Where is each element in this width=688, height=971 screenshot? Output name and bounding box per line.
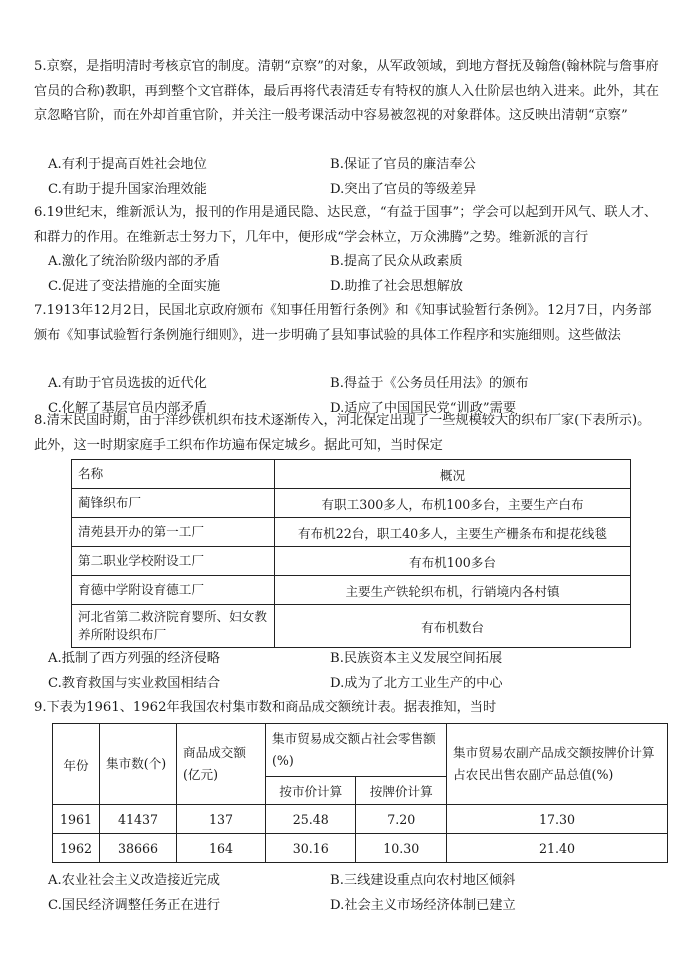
q7-stem: 7.1913年12月2日，民国北京政府颁布《知事任用暂行条例》和《知事试验暂行条例》。12月7日，内务部颁布《知事试验暂行条例施行细则》，进一步明确了县知事试验的具体工作程序和实施细则。这些做法: [34, 303, 652, 343]
q9-cell-list-price: 7.20: [356, 805, 447, 834]
q5-option-d[interactable]: D.突出了官员的等级差异: [330, 181, 477, 197]
q8-option-b[interactable]: B.民族资本主义发展空间拓展: [330, 651, 503, 666]
q9-cell-markets: 41437: [100, 805, 177, 834]
q7-option-d[interactable]: D.适应了中国国民党“训政”需要: [330, 400, 517, 416]
q9-table: [52, 723, 668, 863]
q8-cell-name: 蔺锋织布厂: [72, 489, 275, 518]
q8-cell-name: 育德中学附设育德工厂: [72, 576, 275, 605]
q9-header-volume: 商品成交额(亿元): [177, 724, 266, 805]
q8-table-header-overview: 概况: [275, 460, 631, 489]
q8-stem: 8.清末民国时期，由于洋纱铁机织布技术逐渐传入，河北保定出现了一些规模较大的织布厂家(下表所示)。此外，这一时期家庭手工织布作坊遍布保定城乡。据此可知，当时保定: [34, 413, 651, 453]
q6-stem: 6.19世纪末，维新派认为，报刊的作用是通民隐、达民意，“有益于国事”；学会可以起到开风气、联人才、和群力的作用。在维新志士努力下，几年中，便形成“学会林立，万众沸腾”之势。维新派的言行: [34, 205, 658, 245]
q8-cell-overview: 有布机数台: [275, 605, 631, 648]
q9-options: [48, 869, 658, 918]
q9-cell-year: 1962: [53, 834, 100, 863]
table-row: [72, 605, 631, 648]
q5-option-b[interactable]: B.保证了官员的廉洁奉公: [330, 157, 476, 172]
q9-option-c[interactable]: C.国民经济调整任务正在进行: [48, 897, 221, 913]
q8-table-header-name: 名称: [72, 460, 275, 489]
table-row: [72, 576, 631, 605]
q8-cell-name: 第二职业学校附设工厂: [72, 547, 275, 576]
q9-option-a[interactable]: A.农业社会主义改造接近完成: [48, 873, 220, 888]
q8-option-a[interactable]: A.抵制了西方列强的经济侵略: [48, 651, 220, 666]
q8-options: [48, 647, 658, 696]
q9-header-market-price: 按市价计算: [266, 777, 356, 805]
q8-cell-name: 河北省第二救济院育婴所、妇女教养所附设织布厂: [72, 605, 275, 648]
table-row: [53, 834, 668, 863]
q7-option-c[interactable]: C.化解了基层官员内部矛盾: [48, 400, 207, 416]
table-row: [72, 547, 631, 576]
q6-option-b[interactable]: B.提高了民众从政素质: [330, 254, 463, 269]
q7-option-a[interactable]: A.有助于官员选拔的近代化: [48, 376, 207, 391]
q7-option-b[interactable]: B.得益于《公务员任用法》的颁布: [330, 376, 529, 391]
table-row: [72, 489, 631, 518]
q5-option-c[interactable]: C.有助于提升国家治理效能: [48, 181, 207, 197]
table-row: [53, 805, 668, 834]
q9-cell-year: 1961: [53, 805, 100, 834]
q8-table: [71, 459, 631, 648]
q9-stem: 9.下表为1961、1962年我国农村集市数和商品成交额统计表。据表推知，当时: [34, 700, 497, 715]
q5-option-a[interactable]: A.有利于提高百姓社会地位: [48, 157, 207, 172]
q9-cell-market-price: 30.16: [266, 834, 356, 863]
q8-cell-overview: 有职工300多人，布机100多台，主要生产白布: [275, 489, 631, 518]
q8-cell-overview: 主要生产铁轮织布机，行销境内各村镇: [275, 576, 631, 605]
q8-option-d[interactable]: D.成为了北方工业生产的中心: [330, 675, 503, 691]
q8-cell-overview: 有布机22台，职工40多人，主要生产栅条布和提花线毯: [275, 518, 631, 547]
q9-cell-market-price: 25.48: [266, 805, 356, 834]
q6-option-c[interactable]: C.促进了变法措施的全面实施: [48, 278, 221, 294]
q8-cell-name: 清苑县开办的第一工厂: [72, 518, 275, 547]
q9-cell-list-price: 10.30: [356, 834, 447, 863]
q5-options: [48, 153, 658, 202]
q6-options: [48, 250, 658, 299]
q9-cell-volume: 164: [177, 834, 266, 863]
q9-header-farm-share: 集市贸易农副产品成交额按牌价计算占农民出售农副产品总值(%): [447, 724, 668, 805]
q8-cell-overview: 有布机100多台: [275, 547, 631, 576]
q9-cell-volume: 137: [177, 805, 266, 834]
q6-option-a[interactable]: A.激化了统治阶级内部的矛盾: [48, 254, 220, 269]
q9-header-markets: 集市数(个): [100, 724, 177, 805]
q9-header-list-price: 按牌价计算: [356, 777, 447, 805]
q9-option-b[interactable]: B.三线建设重点向农村地区倾斜: [330, 873, 516, 888]
table-row: [72, 518, 631, 547]
q9-option-d[interactable]: D.社会主义市场经济体制已建立: [330, 897, 516, 913]
q9-header-year: 年份: [53, 724, 100, 805]
q9-cell-farm-share: 17.30: [447, 805, 668, 834]
q9-cell-markets: 38666: [100, 834, 177, 863]
q9-cell-farm-share: 21.40: [447, 834, 668, 863]
q6-option-d[interactable]: D.助推了社会思想解放: [330, 278, 463, 294]
q9-header-share: 集市贸易成交额占社会零售额(%): [266, 724, 447, 777]
q8-option-c[interactable]: C.教育救国与实业救国相结合: [48, 675, 221, 691]
q5-stem: 5.京察，是指明清时考核京官的制度。清朝“京察”的对象，从军政领域，到地方督抚及翰詹(翰林院与詹事府官员的合称)教职，再到整个文官群体，最后再将代表清廷专有特权的旗人入仕阶层也纳入进来。此外，其在京忽略官阶，而在外却首重官阶，并关注一般考课活动中容易被忽视的对象群体。这反映出清朝“京察”: [34, 59, 659, 124]
